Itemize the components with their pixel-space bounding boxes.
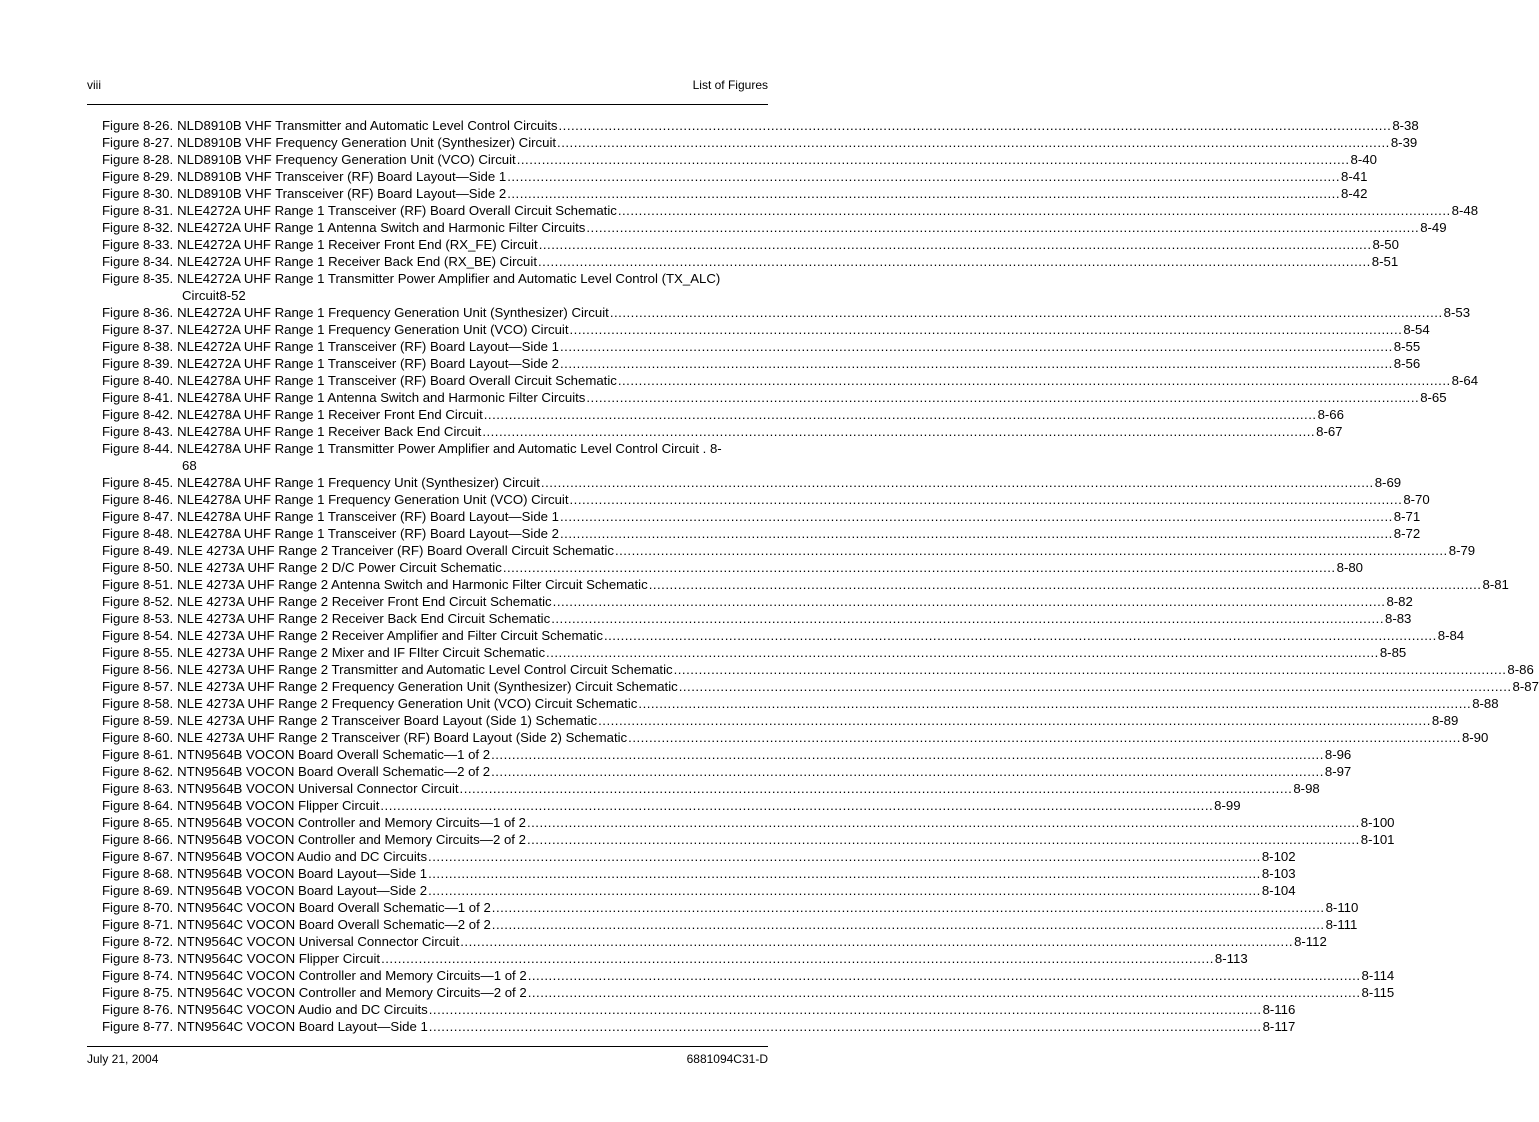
figure-title: NLD8910B VHF Transmitter and Automatic Level Control Circuits <box>177 118 558 133</box>
figure-page-number: 8-67 <box>1316 424 1343 439</box>
figure-number: Figure 8-35. <box>102 271 174 286</box>
figure-page-number: 8-66 <box>1317 407 1344 422</box>
figure-page-number: 8-70 <box>1403 492 1430 507</box>
figure-title: NLE 4273A UHF Range 2 Receiver Amplifier and Filter Circuit Schematic <box>177 628 603 643</box>
figure-page-number: 8-98 <box>1293 781 1320 796</box>
dot-leader <box>484 406 1317 423</box>
figure-title: NLE 4273A UHF Range 2 Tranceiver (RF) Board Overall Circuit Schematic <box>177 543 614 558</box>
figure-page-number: 8-65 <box>1420 390 1447 405</box>
dot-leader <box>570 321 1403 338</box>
dot-leader <box>528 984 1361 1001</box>
dot-leader <box>491 763 1324 780</box>
figure-title: NLE4278A UHF Range 1 Receiver Front End Circuit <box>177 407 483 422</box>
figure-title: NTN9564B VOCON Audio and DC Circuits <box>177 849 428 864</box>
dot-leader <box>492 916 1325 933</box>
figure-entry[interactable] <box>102 253 1399 270</box>
figure-page-number: 8-53 <box>1443 305 1471 320</box>
figure-title: NLE4272A UHF Range 1 Frequency Generation Unit (VCO) Circuit <box>177 322 569 337</box>
dot-leader <box>381 950 1214 967</box>
figure-number: Figure 8-31. <box>102 203 174 218</box>
figure-entry[interactable] <box>102 168 1368 185</box>
figure-page-number: 8-102 <box>1261 849 1296 864</box>
figure-page-number: 8-90 <box>1461 730 1489 745</box>
figure-entry[interactable] <box>102 355 1421 372</box>
figure-title: NTN9564C VOCON Audio and DC Circuits <box>177 1002 428 1017</box>
figure-title: NLE4278A UHF Range 1 Antenna Switch and Harmonic Filter Circuits <box>177 390 586 405</box>
figure-number: Figure 8-61. <box>102 747 174 762</box>
figure-title: NTN9564B VOCON Board Overall Schematic—2 of 2 <box>177 764 491 779</box>
figure-entry[interactable] <box>102 763 1352 780</box>
dot-leader <box>539 236 1372 253</box>
figure-number: Figure 8-26. <box>102 118 174 133</box>
section-title: List of Figures <box>692 78 768 92</box>
figure-page-number: 8-88 <box>1472 696 1499 711</box>
figure-number: Figure 8-48. <box>102 526 174 541</box>
figure-title: NLE4272A UHF Range 1 Transceiver (RF) Board Overall Circuit Schematic <box>177 203 617 218</box>
footer-rule <box>87 1046 768 1047</box>
dot-leader <box>560 525 1393 542</box>
dot-leader <box>491 746 1324 763</box>
figure-page-number: 8-55 <box>1393 339 1421 354</box>
figure-page-number: 8-99 <box>1214 798 1241 813</box>
page-header <box>87 78 768 96</box>
figure-title: NLE4272A UHF Range 1 Antenna Switch and Harmonic Filter Circuits <box>177 220 586 235</box>
dot-leader <box>674 661 1507 678</box>
figure-title: NLE 4273A UHF Range 2 Transmitter and Automatic Level Control Circuit Schematic <box>177 662 673 677</box>
figure-entry[interactable] <box>102 389 1447 406</box>
figure-page-number: 8-48 <box>1451 203 1479 218</box>
figure-entry[interactable] <box>102 491 1430 508</box>
figure-page-number: 8-41 <box>1341 169 1368 184</box>
figure-entry[interactable] <box>102 627 1465 644</box>
figure-title: NTN9564B VOCON Flipper Circuit <box>177 798 380 813</box>
figure-title: NLE4272A UHF Range 1 Transceiver (RF) Board Layout—Side 1 <box>177 339 559 354</box>
figure-title: NLE4278A UHF Range 1 Transceiver (RF) Board Overall Circuit Schematic <box>177 373 617 388</box>
dot-leader <box>560 508 1393 525</box>
figure-title: NLE 4273A UHF Range 2 Antenna Switch and Harmonic Filter Circuit Schematic <box>177 577 648 592</box>
dot-leader <box>517 151 1350 168</box>
header-rule <box>87 104 768 105</box>
figure-entry[interactable] <box>102 865 1296 882</box>
dot-leader <box>380 797 1213 814</box>
figure-page-number: 8-86 <box>1507 662 1534 677</box>
figure-page-number: 8-38 <box>1392 118 1419 133</box>
figure-entry[interactable] <box>102 712 1459 729</box>
figure-page-number: 8-54 <box>1403 322 1430 337</box>
dot-leader <box>460 780 1293 797</box>
figure-entry[interactable] <box>102 338 1421 355</box>
figure-number: Figure 8-68. <box>102 866 174 881</box>
figure-entry[interactable] <box>102 525 1421 542</box>
figure-title: NLE 4273A UHF Range 2 Transceiver Board Layout (Side 1) Schematic <box>177 713 598 728</box>
figure-page-number: 8-114 <box>1361 968 1395 983</box>
figure-title: NTN9564B VOCON Controller and Memory Circuits—1 of 2 <box>177 815 526 830</box>
dot-leader <box>429 1001 1262 1018</box>
dot-leader <box>538 253 1371 270</box>
figure-page-number: 8-49 <box>1420 220 1447 235</box>
figure-page-number: 8-85 <box>1379 645 1407 660</box>
figure-entry[interactable] <box>102 916 1358 933</box>
dot-leader <box>679 678 1512 695</box>
figure-entry[interactable] <box>102 117 1419 134</box>
dot-leader <box>610 304 1443 321</box>
figure-number: Figure 8-58. <box>102 696 174 711</box>
dot-leader <box>586 219 1419 236</box>
figure-number: Figure 8-77. <box>102 1019 174 1034</box>
figure-entry[interactable] <box>102 372 1479 389</box>
figure-number: Figure 8-60. <box>102 730 174 745</box>
footer-date: July 21, 2004 <box>87 1052 159 1066</box>
figure-page-number: 8-72 <box>1393 526 1421 541</box>
figure-number: Figure 8-38. <box>102 339 174 354</box>
figure-page-number: 8-64 <box>1451 373 1479 388</box>
figure-number: Figure 8-51. <box>102 577 174 592</box>
figure-number: Figure 8-40. <box>102 373 174 388</box>
figure-number: Figure 8-37. <box>102 322 174 337</box>
figure-page-number: 8-101 <box>1360 832 1395 847</box>
figure-title: NLD8910B VHF Frequency Generation Unit (Synthesizer) Circuit <box>177 135 557 150</box>
figure-title: NTN9564B VOCON Board Layout—Side 1 <box>177 866 428 881</box>
figure-number: Figure 8-73. <box>102 951 174 966</box>
dot-leader <box>559 117 1392 134</box>
figure-entry[interactable] <box>102 644 1407 661</box>
figure-entry[interactable] <box>102 202 1479 219</box>
figure-page-number: 8-111 <box>1325 917 1358 932</box>
figure-title: NLE4272A UHF Range 1 Transmitter Power Amplifier and Automatic Level Control (TX_ALC) <box>177 271 721 286</box>
dot-leader <box>618 202 1451 219</box>
dot-leader <box>553 593 1386 610</box>
dot-leader <box>615 542 1448 559</box>
dot-leader <box>541 474 1374 491</box>
figure-page-number: 8-56 <box>1393 356 1421 371</box>
figure-entry[interactable] <box>102 933 1327 950</box>
figure-page-number: 8-79 <box>1448 543 1476 558</box>
dot-leader <box>527 814 1360 831</box>
figure-page-number: 8-100 <box>1360 815 1395 830</box>
dot-leader <box>586 389 1419 406</box>
page-number: viii <box>87 78 101 92</box>
figure-number: Figure 8-52. <box>102 594 174 609</box>
figure-number: Figure 8-70. <box>102 900 174 915</box>
figure-entry[interactable] <box>102 134 1418 151</box>
dot-leader <box>557 134 1390 151</box>
dot-leader <box>618 372 1451 389</box>
figure-page-number: 8-96 <box>1324 747 1352 762</box>
figure-entry[interactable] <box>102 797 1241 814</box>
figure-number: Figure 8-49. <box>102 543 174 558</box>
figure-title: NLE4278A UHF Range 1 Frequency Unit (Synthesizer) Circuit <box>177 475 540 490</box>
figure-title: NLE4278A UHF Range 1 Transceiver (RF) Board Layout—Side 1 <box>177 509 559 524</box>
dot-leader <box>649 576 1482 593</box>
figure-number: Figure 8-42. <box>102 407 174 422</box>
figure-title: NLE4272A UHF Range 1 Receiver Front End (RX_FE) Circuit <box>177 237 538 252</box>
figure-page-number: 8-97 <box>1324 764 1352 779</box>
figure-title: NTN9564C VOCON Controller and Memory Circuits—2 of 2 <box>177 985 527 1000</box>
figure-title: NLD8910B VHF Transceiver (RF) Board Layout—Side 2 <box>177 186 507 201</box>
figure-title: NTN9564C VOCON Controller and Memory Circuits—1 of 2 <box>177 968 527 983</box>
dot-leader <box>428 882 1261 899</box>
dot-leader <box>428 865 1261 882</box>
figure-title: NLE4278A UHF Range 1 Receiver Back End Circuit <box>177 424 482 439</box>
figure-entry[interactable] <box>102 814 1395 831</box>
dot-leader <box>628 729 1461 746</box>
figure-number: Figure 8-56. <box>102 662 174 677</box>
figure-title: NLE4272A UHF Range 1 Frequency Generation Unit (Synthesizer) Circuit <box>177 305 609 320</box>
figure-title: NLE4278A UHF Range 1 Transmitter Power Amplifier and Automatic Level Control Circuit . 8- <box>177 441 722 456</box>
figure-entry[interactable] <box>102 831 1395 848</box>
figure-number: Figure 8-47. <box>102 509 174 524</box>
figure-entry[interactable] <box>102 508 1421 525</box>
figure-number: Figure 8-30. <box>102 186 174 201</box>
figure-number: Figure 8-74. <box>102 968 174 983</box>
figure-number: Figure 8-62. <box>102 764 174 779</box>
figure-number: Figure 8-57. <box>102 679 174 694</box>
figure-number: Figure 8-71. <box>102 917 174 932</box>
figure-number: Figure 8-50. <box>102 560 174 575</box>
figure-title: NLE 4273A UHF Range 2 Frequency Generation Unit (Synthesizer) Circuit Schematic <box>177 679 678 694</box>
figure-number: Figure 8-28. <box>102 152 174 167</box>
figure-page-number: 8-51 <box>1371 254 1399 269</box>
figure-number: Figure 8-46. <box>102 492 174 507</box>
figure-number: Figure 8-66. <box>102 832 174 847</box>
figure-page-number: 8-89 <box>1431 713 1459 728</box>
figure-page-number: 8-50 <box>1372 237 1399 252</box>
figure-page-number: 8-87 <box>1512 679 1539 694</box>
figure-number: Figure 8-75. <box>102 985 174 1000</box>
figure-entry[interactable] <box>102 967 1395 984</box>
figure-entry[interactable] <box>102 151 1377 168</box>
figure-entry[interactable] <box>102 950 1248 967</box>
dot-leader <box>546 644 1379 661</box>
figure-number: Figure 8-55. <box>102 645 174 660</box>
figure-entry[interactable] <box>102 219 1447 236</box>
figure-entry[interactable] <box>102 542 1476 559</box>
figure-page-number: 8-84 <box>1437 628 1465 643</box>
figure-title: NTN9564B VOCON Board Overall Schematic—1 of 2 <box>177 747 491 762</box>
figure-title: NTN9564B VOCON Controller and Memory Circuits—2 of 2 <box>177 832 526 847</box>
figure-entry[interactable] <box>102 559 1364 576</box>
figure-title: NLE 4273A UHF Range 2 Frequency Generation Unit (VCO) Circuit Schematic <box>177 696 638 711</box>
figure-entry[interactable] <box>102 1001 1296 1018</box>
figure-number: Figure 8-53. <box>102 611 174 626</box>
figure-title: NLE 4273A UHF Range 2 Receiver Back End Circuit Schematic <box>177 611 551 626</box>
dot-leader <box>429 1018 1262 1035</box>
figure-entry[interactable] <box>102 270 766 304</box>
dot-leader <box>492 899 1325 916</box>
figure-entry[interactable] <box>102 440 766 474</box>
figure-entry[interactable] <box>102 882 1296 899</box>
figure-page-number: 8-71 <box>1393 509 1421 524</box>
figure-number: Figure 8-63. <box>102 781 174 796</box>
figure-entry[interactable] <box>102 1018 1296 1035</box>
figure-page-number: 8-82 <box>1386 594 1413 609</box>
figure-page-number: 8-112 <box>1294 934 1327 949</box>
figure-entry[interactable] <box>102 695 1499 712</box>
figure-number: Figure 8-41. <box>102 390 174 405</box>
figure-entry[interactable] <box>102 321 1430 338</box>
figure-number: Figure 8-39. <box>102 356 174 371</box>
figure-page-number: 8-81 <box>1482 577 1509 592</box>
figure-number: Figure 8-67. <box>102 849 174 864</box>
figure-entry[interactable] <box>102 474 1402 491</box>
figure-title: NTN9564C VOCON Board Overall Schematic—1 of 2 <box>177 900 491 915</box>
dot-leader <box>428 848 1261 865</box>
figure-title-continuation: 68 <box>182 458 197 473</box>
figure-title: NLE 4273A UHF Range 2 Mixer and IF FIlter Circuit Schematic <box>177 645 546 660</box>
figure-entry[interactable] <box>102 423 1343 440</box>
figure-title: NLD8910B VHF Transceiver (RF) Board Layout—Side 1 <box>177 169 507 184</box>
figure-page-number: 8-80 <box>1336 560 1364 575</box>
figure-title: NTN9564C VOCON Board Overall Schematic—2 of 2 <box>177 917 491 932</box>
figure-number: Figure 8-44. <box>102 441 174 456</box>
figure-title: NLE 4273A UHF Range 2 D/C Power Circuit Schematic <box>177 560 502 575</box>
figure-page-number: 8-104 <box>1261 883 1296 898</box>
figure-number: Figure 8-29. <box>102 169 174 184</box>
figure-page-number: 8-117 <box>1262 1019 1296 1034</box>
figure-entry[interactable] <box>102 899 1359 916</box>
document-number: 6881094C31-D <box>686 1052 768 1066</box>
figure-page-number: 8-40 <box>1350 152 1377 167</box>
dot-leader <box>482 423 1315 440</box>
figure-title: NTN9564C VOCON Flipper Circuit <box>177 951 381 966</box>
figure-entry[interactable] <box>102 406 1344 423</box>
figure-page-number: 8-39 <box>1390 135 1418 150</box>
figure-page-number: 8-110 <box>1325 900 1359 915</box>
figure-entry[interactable] <box>102 746 1352 763</box>
figure-entry[interactable] <box>102 780 1320 797</box>
figure-entry[interactable] <box>102 678 1539 695</box>
figure-title: NLE4278A UHF Range 1 Transceiver (RF) Board Layout—Side 2 <box>177 526 559 541</box>
dot-leader <box>527 831 1360 848</box>
figure-title: NLE4272A UHF Range 1 Transceiver (RF) Board Layout—Side 2 <box>177 356 559 371</box>
figure-entry[interactable] <box>102 576 1509 593</box>
figure-page-number: 8-115 <box>1361 985 1395 1000</box>
figure-page-number: 8-83 <box>1385 611 1412 626</box>
dot-leader <box>503 559 1336 576</box>
figure-number: Figure 8-72. <box>102 934 174 949</box>
figure-title: NTN9564B VOCON Universal Connector Circuit <box>177 781 459 796</box>
figure-page-number: 8-113 <box>1214 951 1248 966</box>
figure-number: Figure 8-32. <box>102 220 174 235</box>
figure-entry[interactable] <box>102 984 1395 1001</box>
dot-leader <box>598 712 1431 729</box>
figure-number: Figure 8-64. <box>102 798 174 813</box>
figure-number: Figure 8-45. <box>102 475 174 490</box>
dot-leader <box>507 168 1340 185</box>
figure-page-number: 8-116 <box>1262 1002 1296 1017</box>
figure-title: NLE 4273A UHF Range 2 Receiver Front End Circuit Schematic <box>177 594 552 609</box>
figure-entry[interactable] <box>102 593 1413 610</box>
figure-number: Figure 8-43. <box>102 424 174 439</box>
dot-leader <box>528 967 1361 984</box>
dot-leader <box>604 627 1437 644</box>
figure-title: NLE4272A UHF Range 1 Receiver Back End (RX_BE) Circuit <box>177 254 537 269</box>
figure-number: Figure 8-36. <box>102 305 174 320</box>
dot-leader <box>560 355 1393 372</box>
figure-list <box>102 117 1539 1035</box>
dot-leader <box>560 338 1393 355</box>
figure-title: NTN9564B VOCON Board Layout—Side 2 <box>177 883 428 898</box>
figure-number: Figure 8-27. <box>102 135 174 150</box>
figure-entry[interactable] <box>102 610 1412 627</box>
dot-leader <box>460 933 1293 950</box>
figure-title: NTN9564C VOCON Universal Connector Circuit <box>177 934 460 949</box>
dot-leader <box>551 610 1384 627</box>
dot-leader <box>638 695 1471 712</box>
figure-title: NTN9564C VOCON Board Layout—Side 1 <box>177 1019 428 1034</box>
figure-number: Figure 8-34. <box>102 254 174 269</box>
figure-page-number: 8-103 <box>1261 866 1296 881</box>
figure-entry[interactable] <box>102 304 1471 321</box>
figure-entry[interactable] <box>102 848 1296 865</box>
figure-title-continuation: Circuit8-52 <box>182 288 246 303</box>
figure-number: Figure 8-33. <box>102 237 174 252</box>
figure-title: NLE 4273A UHF Range 2 Transceiver (RF) Board Layout (Side 2) Schematic <box>177 730 628 745</box>
figure-entry[interactable] <box>102 729 1489 746</box>
figure-page-number: 8-69 <box>1374 475 1402 490</box>
figure-entry[interactable] <box>102 236 1399 253</box>
figure-entry[interactable] <box>102 185 1368 202</box>
figure-number: Figure 8-59. <box>102 713 174 728</box>
figure-title: NLE4278A UHF Range 1 Frequency Generation Unit (VCO) Circuit <box>177 492 569 507</box>
figure-number: Figure 8-54. <box>102 628 174 643</box>
figure-number: Figure 8-76. <box>102 1002 174 1017</box>
figure-number: Figure 8-65. <box>102 815 174 830</box>
dot-leader <box>570 491 1403 508</box>
figure-number: Figure 8-69. <box>102 883 174 898</box>
figure-page-number: 8-42 <box>1341 186 1368 201</box>
figure-title: NLD8910B VHF Frequency Generation Unit (VCO) Circuit <box>177 152 516 167</box>
figure-entry[interactable] <box>102 661 1534 678</box>
dot-leader <box>507 185 1340 202</box>
